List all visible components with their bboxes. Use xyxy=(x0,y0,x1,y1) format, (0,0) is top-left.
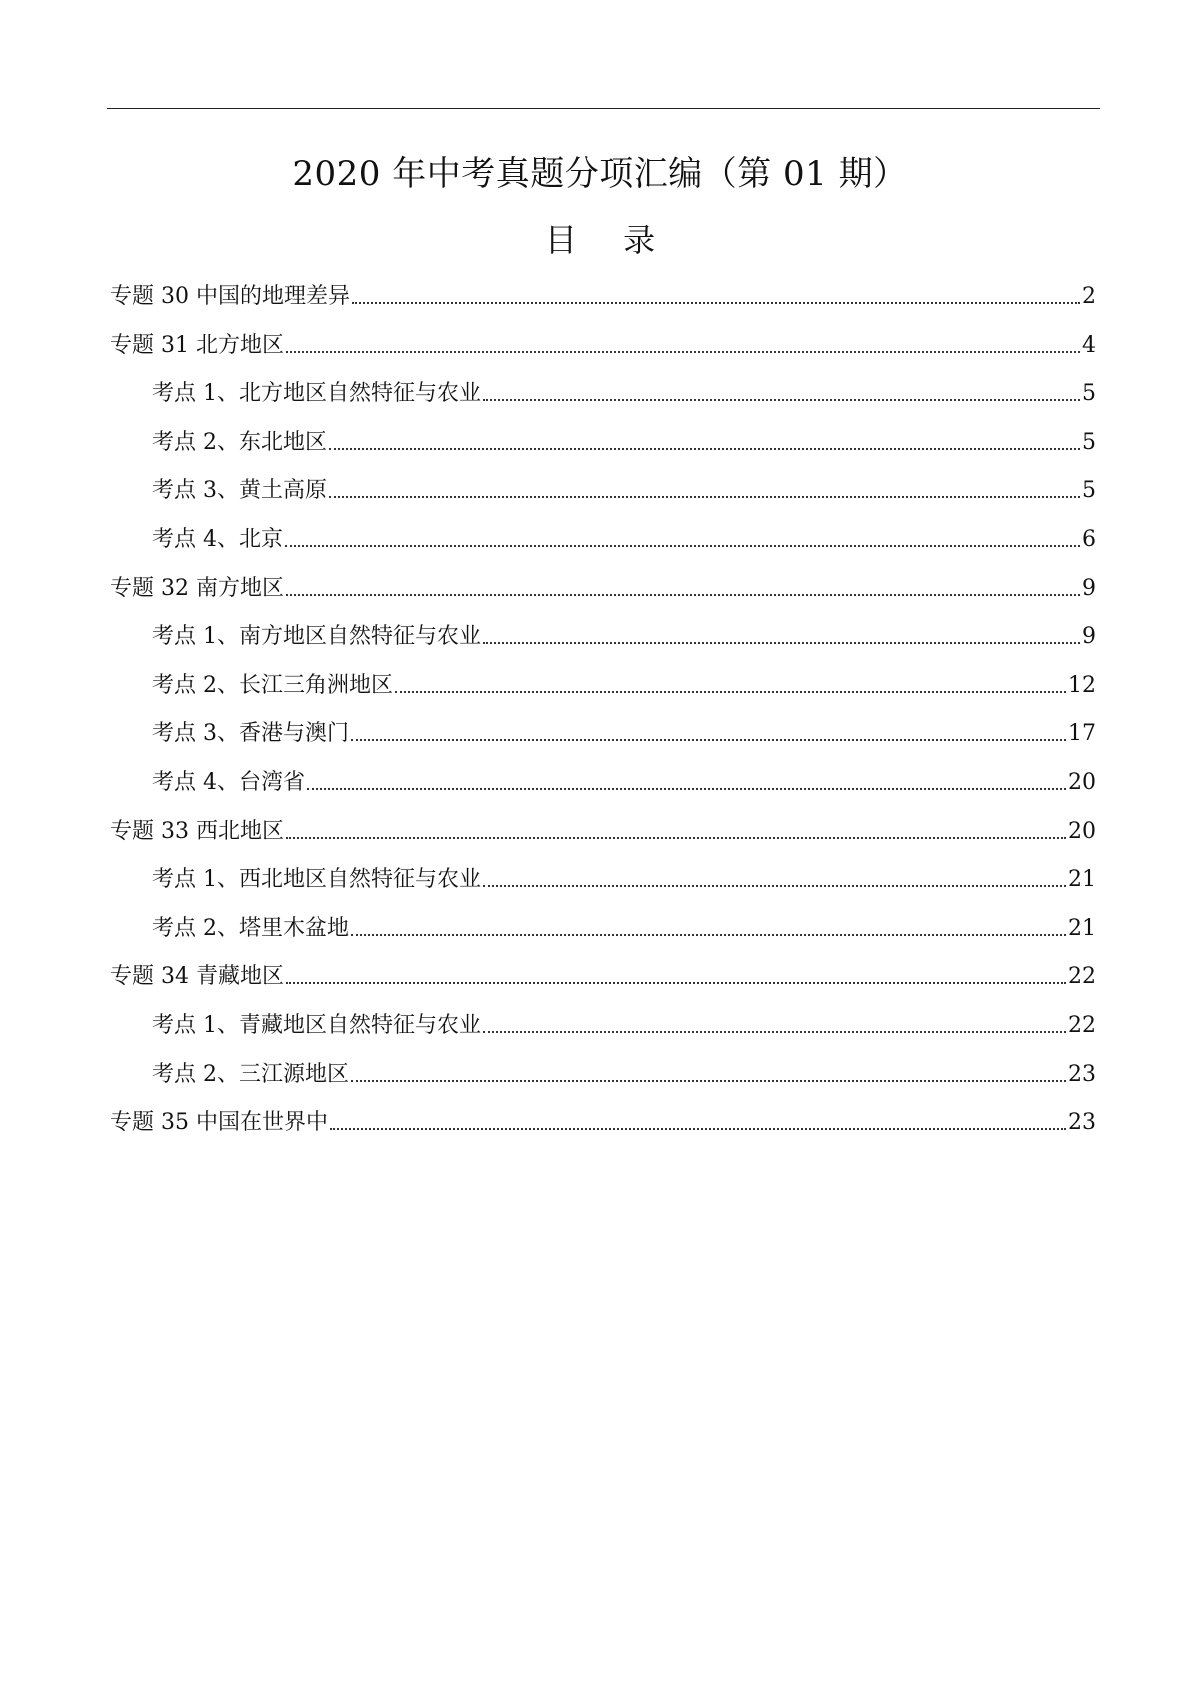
toc-page-number: 4 xyxy=(1082,332,1096,358)
toc-entry-point[interactable] xyxy=(152,1006,1096,1040)
dot-leader xyxy=(352,302,1080,304)
toc-entry-label: 考点 2、塔里木盆地 xyxy=(152,915,349,941)
toc-page-number: 21 xyxy=(1068,867,1096,893)
dot-leader xyxy=(286,982,1066,984)
toc-entry-point[interactable] xyxy=(152,617,1096,651)
header-rule xyxy=(107,108,1100,109)
toc-entry-topic-32[interactable] xyxy=(110,569,1096,603)
toc-entry-point[interactable] xyxy=(152,860,1096,894)
document-title: 2020 年中考真题分项汇编（第 01 期） xyxy=(292,154,908,194)
toc-entry-label: 专题 30 中国的地理差异 xyxy=(110,284,350,309)
toc-entry-label: 考点 1、北方地区自然特征与农业 xyxy=(152,381,481,407)
toc-entry-label: 考点 2、长江三角洲地区 xyxy=(152,672,393,698)
toc-entry-label: 考点 2、东北地区 xyxy=(152,429,327,455)
toc-entry-label: 考点 3、香港与澳门 xyxy=(152,721,349,747)
toc-page-number: 9 xyxy=(1082,575,1096,601)
toc-entry-label: 考点 1、西北地区自然特征与农业 xyxy=(152,867,481,893)
toc-entry-label: 考点 3、黄土高原 xyxy=(152,478,327,504)
dot-leader xyxy=(329,448,1080,450)
toc-page-number: 9 xyxy=(1082,624,1096,650)
toc-entry-point[interactable] xyxy=(152,471,1096,505)
dot-leader xyxy=(395,691,1066,693)
toc-page-number: 5 xyxy=(1082,478,1096,504)
toc-page-number: 23 xyxy=(1068,1110,1096,1136)
toc-entry-label: 专题 32 南方地区 xyxy=(110,575,284,601)
toc-entry-point[interactable] xyxy=(152,374,1096,408)
toc-page-number: 5 xyxy=(1082,381,1096,407)
toc-entry-label: 考点 1、南方地区自然特征与农业 xyxy=(152,624,481,650)
toc-entry-label: 专题 33 西北地区 xyxy=(110,818,284,844)
toc-entry-point[interactable] xyxy=(152,909,1096,943)
toc-page-number: 5 xyxy=(1082,429,1096,455)
dot-leader xyxy=(285,545,1080,547)
dot-leader xyxy=(483,885,1066,887)
toc-entry-label: 专题 34 青藏地区 xyxy=(110,964,284,990)
dot-leader xyxy=(286,837,1066,839)
dot-leader xyxy=(351,1080,1066,1082)
toc-entry-label: 考点 2、三江源地区 xyxy=(152,1061,349,1087)
dot-leader xyxy=(286,594,1080,596)
toc-entry-point[interactable] xyxy=(152,763,1096,797)
dot-leader xyxy=(286,351,1080,353)
toc-entry-topic-35[interactable] xyxy=(110,1103,1096,1137)
dot-leader xyxy=(307,788,1066,790)
toc-page-number: 20 xyxy=(1068,770,1096,795)
toc-entry-point[interactable] xyxy=(152,520,1096,554)
dot-leader xyxy=(483,642,1080,644)
toc-entry-label: 考点 1、青藏地区自然特征与农业 xyxy=(152,1013,481,1038)
dot-leader xyxy=(329,496,1080,498)
toc-entry-label: 考点 4、北京 xyxy=(152,527,283,552)
toc-entry-point[interactable] xyxy=(152,666,1096,700)
toc-entry-topic-33[interactable] xyxy=(110,812,1096,846)
dot-leader xyxy=(330,1128,1066,1130)
toc-page-number: 22 xyxy=(1068,964,1096,990)
toc-page-number: 20 xyxy=(1068,818,1096,844)
toc-page-number: 22 xyxy=(1068,1013,1096,1038)
dot-leader xyxy=(351,934,1066,936)
toc-entry-label: 专题 31 北方地区 xyxy=(110,332,284,358)
toc-page-number: 23 xyxy=(1068,1061,1096,1087)
toc-page-number: 17 xyxy=(1068,721,1096,747)
toc-entry-point[interactable] xyxy=(152,714,1096,748)
toc-entry-point[interactable] xyxy=(152,423,1096,457)
toc-page-number: 6 xyxy=(1082,527,1096,552)
dot-leader xyxy=(483,399,1080,401)
dot-leader xyxy=(483,1031,1066,1033)
toc-entry-topic-31[interactable] xyxy=(110,326,1096,360)
toc-heading: 目 录 xyxy=(544,221,674,259)
toc-page-number: 2 xyxy=(1082,284,1096,309)
toc-page-number: 12 xyxy=(1068,672,1096,698)
toc-entry-topic-30[interactable] xyxy=(110,277,1096,311)
toc-entry-point[interactable] xyxy=(152,1055,1096,1089)
toc-entry-label: 考点 4、台湾省 xyxy=(152,770,305,795)
toc-entry-topic-34[interactable] xyxy=(110,957,1096,991)
toc-entry-label: 专题 35 中国在世界中 xyxy=(110,1110,328,1136)
toc-page-number: 21 xyxy=(1068,915,1096,941)
dot-leader xyxy=(351,739,1066,741)
